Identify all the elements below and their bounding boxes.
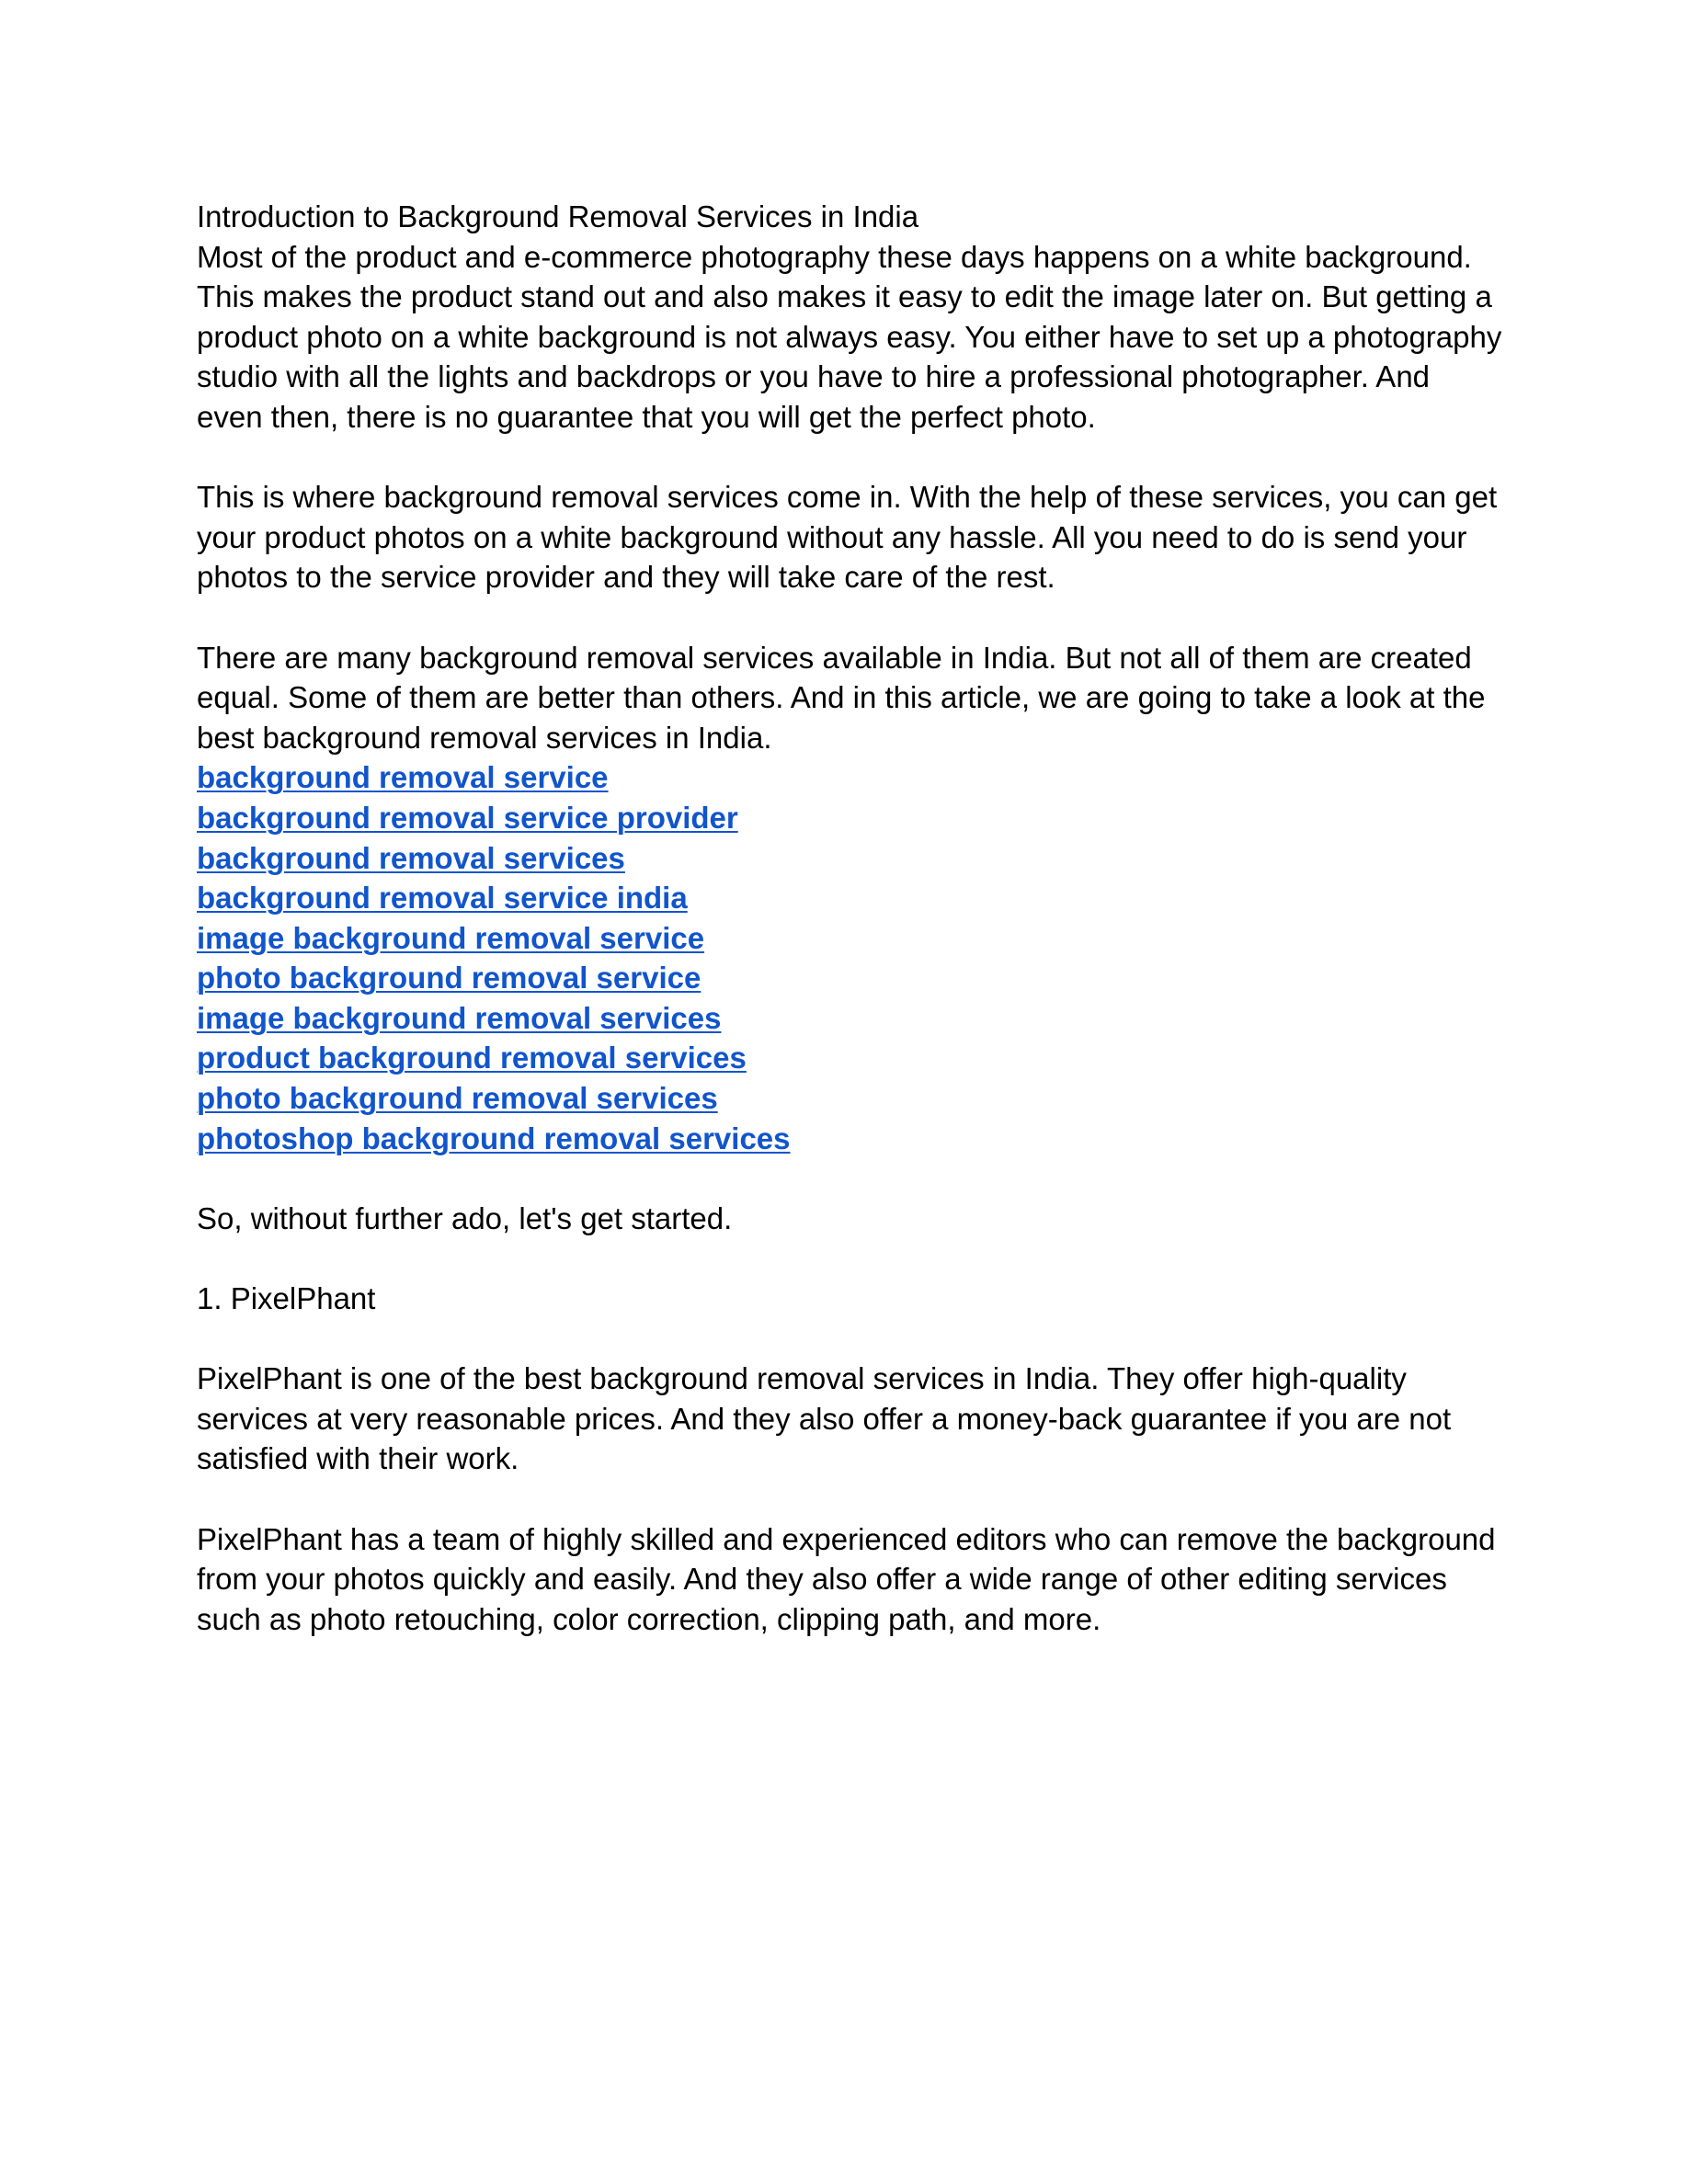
- pixelphant-paragraph-2: PixelPhant has a team of highly skilled and experienced editors who can remove the background from your photos quickly and easily. And they also offer a wide range of other editing services such as photo retouching, color correction, clipping path, and more.: [197, 1521, 1496, 1636]
- paragraph-spacer: [197, 438, 1502, 478]
- keyword-link-list: [197, 757, 1502, 1158]
- list-item: [197, 998, 1502, 1039]
- paragraph-services-overview: There are many background removal services available in India. But not all of them are created equal. Some of them are better than others. And in this article, we are going to take a look at the best background removal services in India.: [197, 640, 1486, 755]
- document-title: Introduction to Background Removal Services in India: [197, 199, 919, 233]
- paragraph-spacer: [197, 1238, 1502, 1279]
- document-body: [197, 197, 1502, 1639]
- link-background-removal-service-india[interactable]: background removal service india: [197, 881, 688, 916]
- paragraph-services-intro: This is where background removal services come in. With the help of these services, you can get your product photos on a white background without any hassle. All you need to do is send your photos to the service provider and they will take care of the rest.: [197, 480, 1498, 595]
- link-photo-background-removal-service[interactable]: photo background removal service: [197, 961, 701, 995]
- link-photoshop-background-removal-services[interactable]: photoshop background removal services: [197, 1120, 791, 1155]
- list-item: [197, 1119, 1502, 1159]
- link-photo-background-removal-services[interactable]: photo background removal services: [197, 1081, 718, 1116]
- list-item: [197, 1078, 1502, 1119]
- link-background-removal-services[interactable]: background removal services: [197, 840, 625, 875]
- paragraph-spacer: [197, 1319, 1502, 1359]
- list-item: [197, 838, 1502, 879]
- link-image-background-removal-services[interactable]: image background removal services: [197, 1000, 722, 1035]
- paragraph-spacer: [197, 1479, 1502, 1519]
- section-heading-pixelphant: 1. PixelPhant: [197, 1281, 376, 1316]
- intro-paragraph: Most of the product and e-commerce photography these days happens on a white background. This makes the product stand out and also makes it easy to edit the image later on. But getting a product photo on a white background is not always easy. You either have to set up a photography studio with all the lights and backdrops or you have to hire a professional photographer. And even then, there is no guarantee that you will get the perfect photo.: [197, 239, 1502, 434]
- list-item: [197, 798, 1502, 838]
- paragraph-spacer: [197, 1158, 1502, 1199]
- list-item: [197, 958, 1502, 998]
- pixelphant-paragraph-1: PixelPhant is one of the best background removal services in India. They offer high-quality services at very reasonable prices. And they also offer a money-back guarantee if you are not satisfied with their work.: [197, 1361, 1452, 1476]
- list-item: [197, 1038, 1502, 1078]
- link-image-background-removal-service[interactable]: image background removal service: [197, 920, 705, 955]
- link-background-removal-service-provider[interactable]: background removal service provider: [197, 800, 738, 835]
- list-item: [197, 878, 1502, 918]
- transition-sentence: So, without further ado, let's get started.: [197, 1200, 733, 1235]
- list-item: [197, 918, 1502, 959]
- link-background-removal-service[interactable]: background removal service: [197, 760, 609, 795]
- paragraph-spacer: [197, 597, 1502, 638]
- link-product-background-removal-services[interactable]: product background removal services: [197, 1041, 747, 1075]
- list-item: [197, 757, 1502, 798]
